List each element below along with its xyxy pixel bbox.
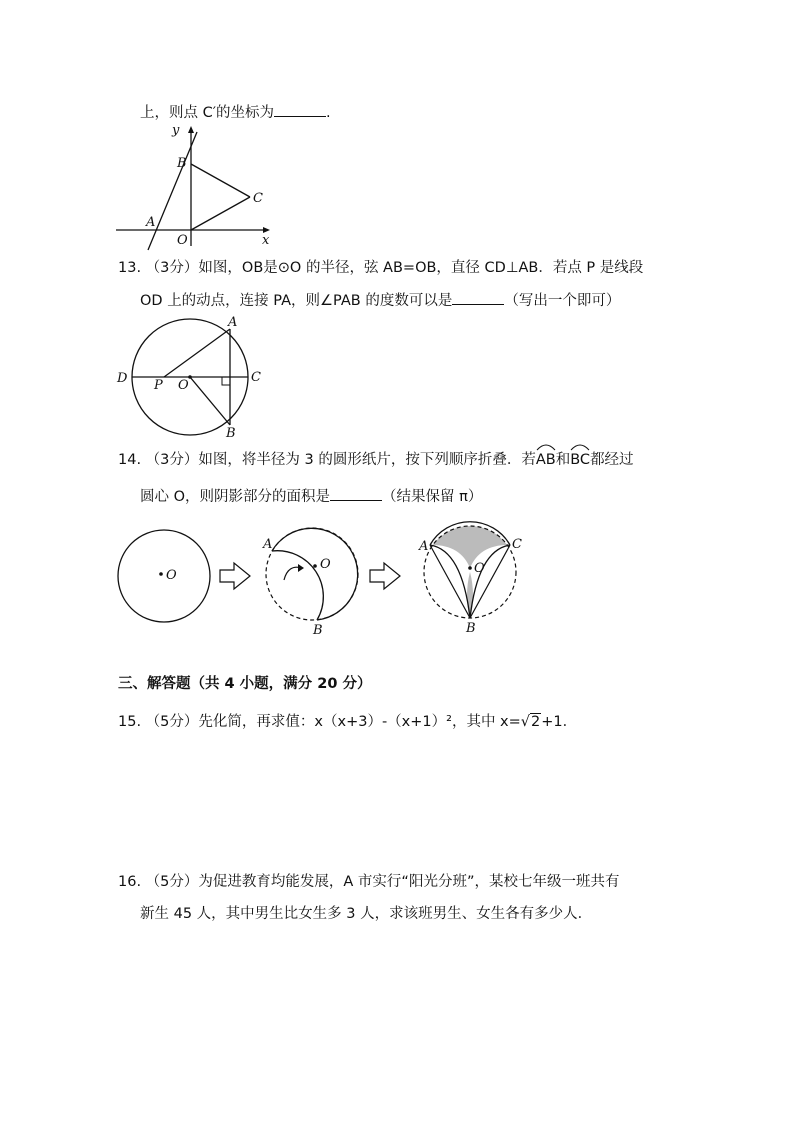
label-p: P [154, 378, 163, 393]
sqrt-symbol: √2 [520, 714, 541, 730]
q13-text-1: 如图，OB是⊙O 的半径，弦 AB=OB，直径 CD⊥AB．若点 P 是线段 [198, 260, 644, 276]
step2-label-a: A [263, 537, 273, 552]
q13-line-1 [118, 258, 643, 278]
step2-label-b: B [313, 623, 323, 638]
label-a: A [146, 215, 156, 230]
step3-label-b: B [466, 621, 476, 636]
label-a: A [228, 315, 238, 330]
section-3-title: 三、解答题（共 4 小题，满分 20 分） [118, 676, 372, 692]
label-x: x [262, 233, 270, 248]
q16-text-2: 新生 45 人，其中男生比女生多 3 人，求该班男生、女生各有多少人． [140, 906, 593, 922]
arc-bc: BC [570, 450, 590, 470]
q13-answer-blank [452, 290, 504, 305]
q13-text-2-suffix: （写出一个即可） [504, 293, 621, 309]
step1-circle [118, 530, 210, 622]
q14-and: 和 [555, 452, 571, 468]
label-c: C [251, 370, 261, 385]
q13-figure [112, 313, 272, 441]
q15-text: 先化简，再求值：x（x+3）-（x+1）²，其中 x= [198, 714, 521, 730]
q14-text-2: 圆心 O，则阴影部分的面积是 [140, 489, 331, 505]
q14-number: 14. [118, 452, 142, 468]
radius-ob [190, 377, 230, 425]
line-ab [148, 132, 197, 250]
q13-circle-diagram [112, 313, 272, 441]
step2-label-o: O [320, 557, 331, 572]
y-axis-arrow [188, 126, 194, 133]
step3-label-c: C [512, 537, 522, 552]
label-b: B [226, 426, 236, 441]
label-c: C [253, 191, 263, 206]
q12-tail-period: . [326, 105, 331, 121]
step3-label-a: A [419, 539, 429, 554]
label-d: D [117, 371, 128, 386]
step3-label-o: O [474, 561, 485, 576]
q16-number: 16. [118, 874, 142, 890]
section-3-heading [118, 674, 371, 694]
q12-figure [110, 122, 280, 252]
q12-answer-blank [274, 102, 326, 117]
step2-center-dot [313, 564, 317, 568]
label-y: y [172, 123, 180, 138]
q14-text-2-suffix: （结果保留 π） [382, 489, 483, 505]
label-o: O [178, 378, 189, 393]
q13-text-2: OD 上的动点，连接 PA，则∠PAB 的度数可以是 [140, 293, 453, 309]
q16-text-1: 为促进教育均能发展，A 市实行“阳光分班”，某校七年级一班共有 [198, 874, 620, 890]
q15-line [118, 712, 577, 732]
q15-tail: +1． [541, 714, 578, 730]
label-b: B [177, 156, 187, 171]
q16-line-2 [140, 904, 592, 924]
q16-score: （5分） [145, 874, 199, 890]
q13-number: 13. [118, 260, 142, 276]
q12-coordinate-diagram [110, 122, 280, 252]
step3-center-dot [468, 566, 472, 570]
arrow-right-icon [370, 563, 400, 589]
q14-figure [112, 520, 532, 638]
q13-line-2 [140, 290, 620, 311]
q12-tail-text: 上，则点 C′的坐标为 [140, 105, 275, 121]
segment-pa [164, 329, 230, 377]
label-o: O [177, 233, 188, 248]
q13-score: （3分） [145, 260, 199, 276]
q14-score: （3分） [145, 452, 199, 468]
q14-text-1-suffix: 都经过 [590, 452, 634, 468]
q14-line-1 [118, 450, 634, 470]
right-angle-mark [222, 377, 230, 385]
step1-center-dot [159, 572, 163, 576]
q14-text-1: 如图，将半径为 3 的圆形纸片，按下列顺序折叠．若 [198, 452, 536, 468]
q15-score: （5分） [145, 714, 199, 730]
center-dot [188, 375, 192, 379]
sqrt-radicand: 2 [531, 714, 541, 730]
q16-line-1 [118, 872, 619, 892]
segment-bc [191, 164, 250, 197]
q14-line-2 [140, 486, 482, 507]
segment-co [191, 197, 250, 230]
arc-ab: AB [536, 450, 556, 470]
step1-label-o: O [166, 568, 177, 583]
arrow-right-icon [220, 563, 250, 589]
q15-number: 15. [118, 714, 142, 730]
step2-outer-arc [272, 528, 358, 620]
step3-shaded-region [430, 522, 510, 620]
step2-curved-arrow-head [298, 564, 304, 572]
q14-answer-blank [330, 486, 382, 501]
q14-folding-diagram [112, 520, 532, 638]
q12-tail-line [140, 102, 331, 123]
step2-fold-arc [272, 551, 323, 620]
